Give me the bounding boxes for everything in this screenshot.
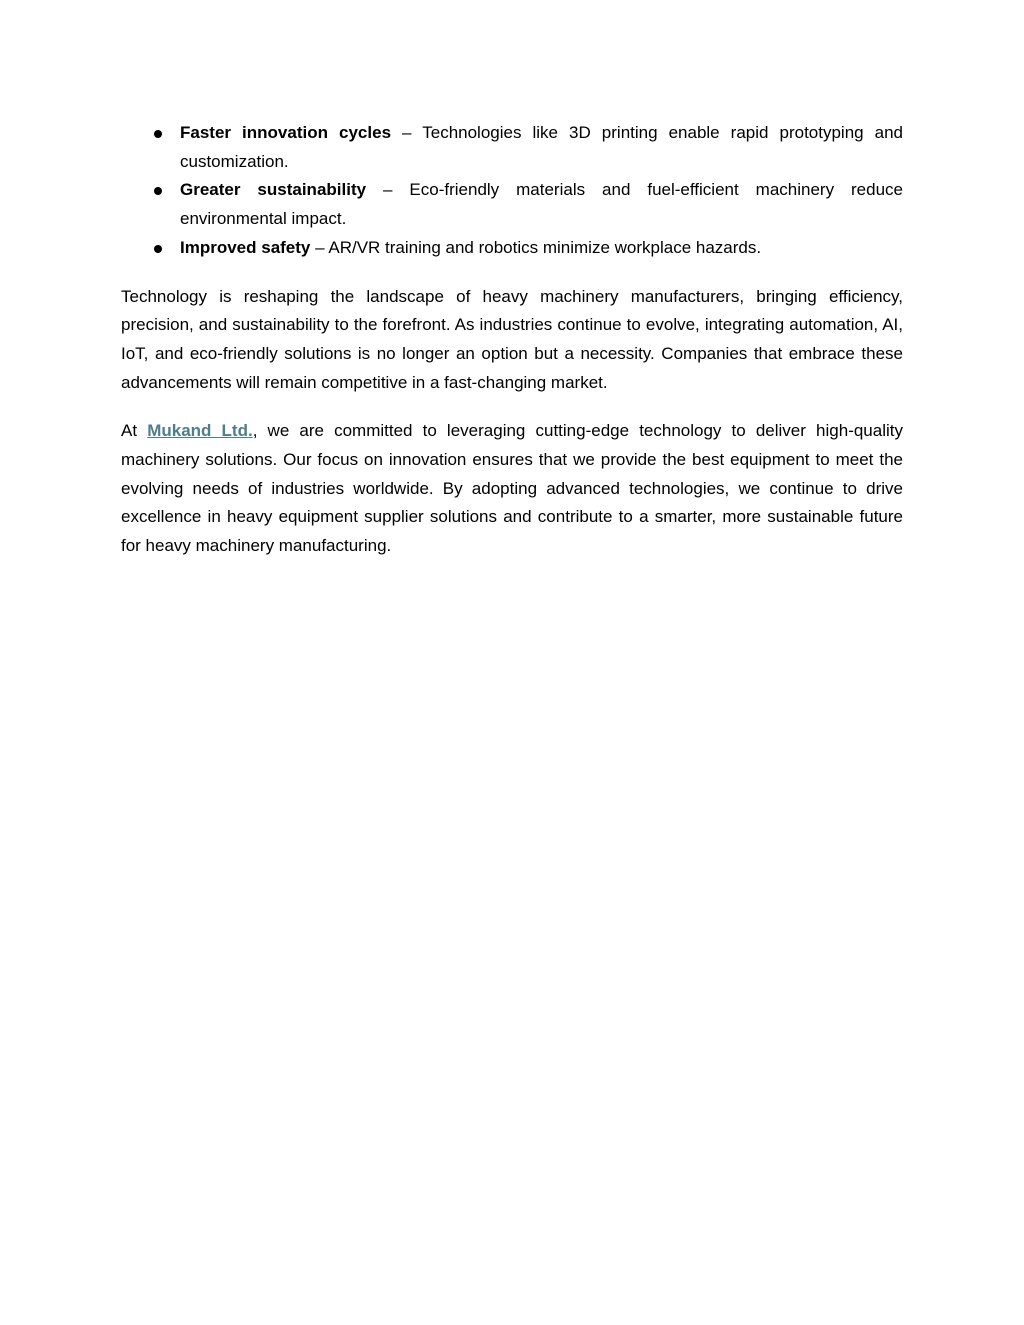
- bullet-text: – Technologies like 3D printing enable rapid prototyping and customization.: [180, 123, 904, 171]
- list-item: [121, 176, 903, 233]
- bullet-icon: [154, 187, 162, 195]
- paragraph-prefix: At: [121, 421, 148, 441]
- bullet-text: – AR/VR training and robotics minimize workplace hazards.: [310, 237, 762, 257]
- summary-paragraph: Technology is reshaping the landscape of heavy machinery manufacturers, bringing efficiency, precision, and sustainability to the forefront. As industries continue to evolve, integrating automation, AI, IoT, and eco-friendly solutions is no longer an option but a necessity. Companies that embrace these advancements will remain competitive in a fast-changing market.: [121, 286, 903, 392]
- list-item: [121, 119, 903, 176]
- bullet-icon: [154, 130, 162, 138]
- list-item: [121, 234, 903, 263]
- paragraph-suffix: , we are committed to leveraging cutting-edge technology to deliver high-quality machinery solutions. Our focus on innovation ensures that we provide the best equipment to meet the evolving needs of industries worldwide. By adopting advanced technologies, we continue to drive excellence in heavy equipment supplier solutions and contribute to a smarter, more sustainable future for heavy machinery manufacturing.: [121, 421, 903, 556]
- bullet-icon: [154, 245, 162, 253]
- bullet-term: Improved safety: [180, 237, 311, 257]
- bullet-text: – Eco-friendly materials and fuel-efficient machinery reduce environmental impact.: [180, 180, 903, 229]
- company-link[interactable]: Mukand Ltd.: [147, 421, 253, 441]
- bullet-term: Greater sustainability: [180, 180, 367, 200]
- document-body: [121, 119, 903, 581]
- bullet-term: Faster innovation cycles: [180, 123, 392, 142]
- company-paragraph: [121, 417, 903, 561]
- benefits-list: [121, 119, 903, 263]
